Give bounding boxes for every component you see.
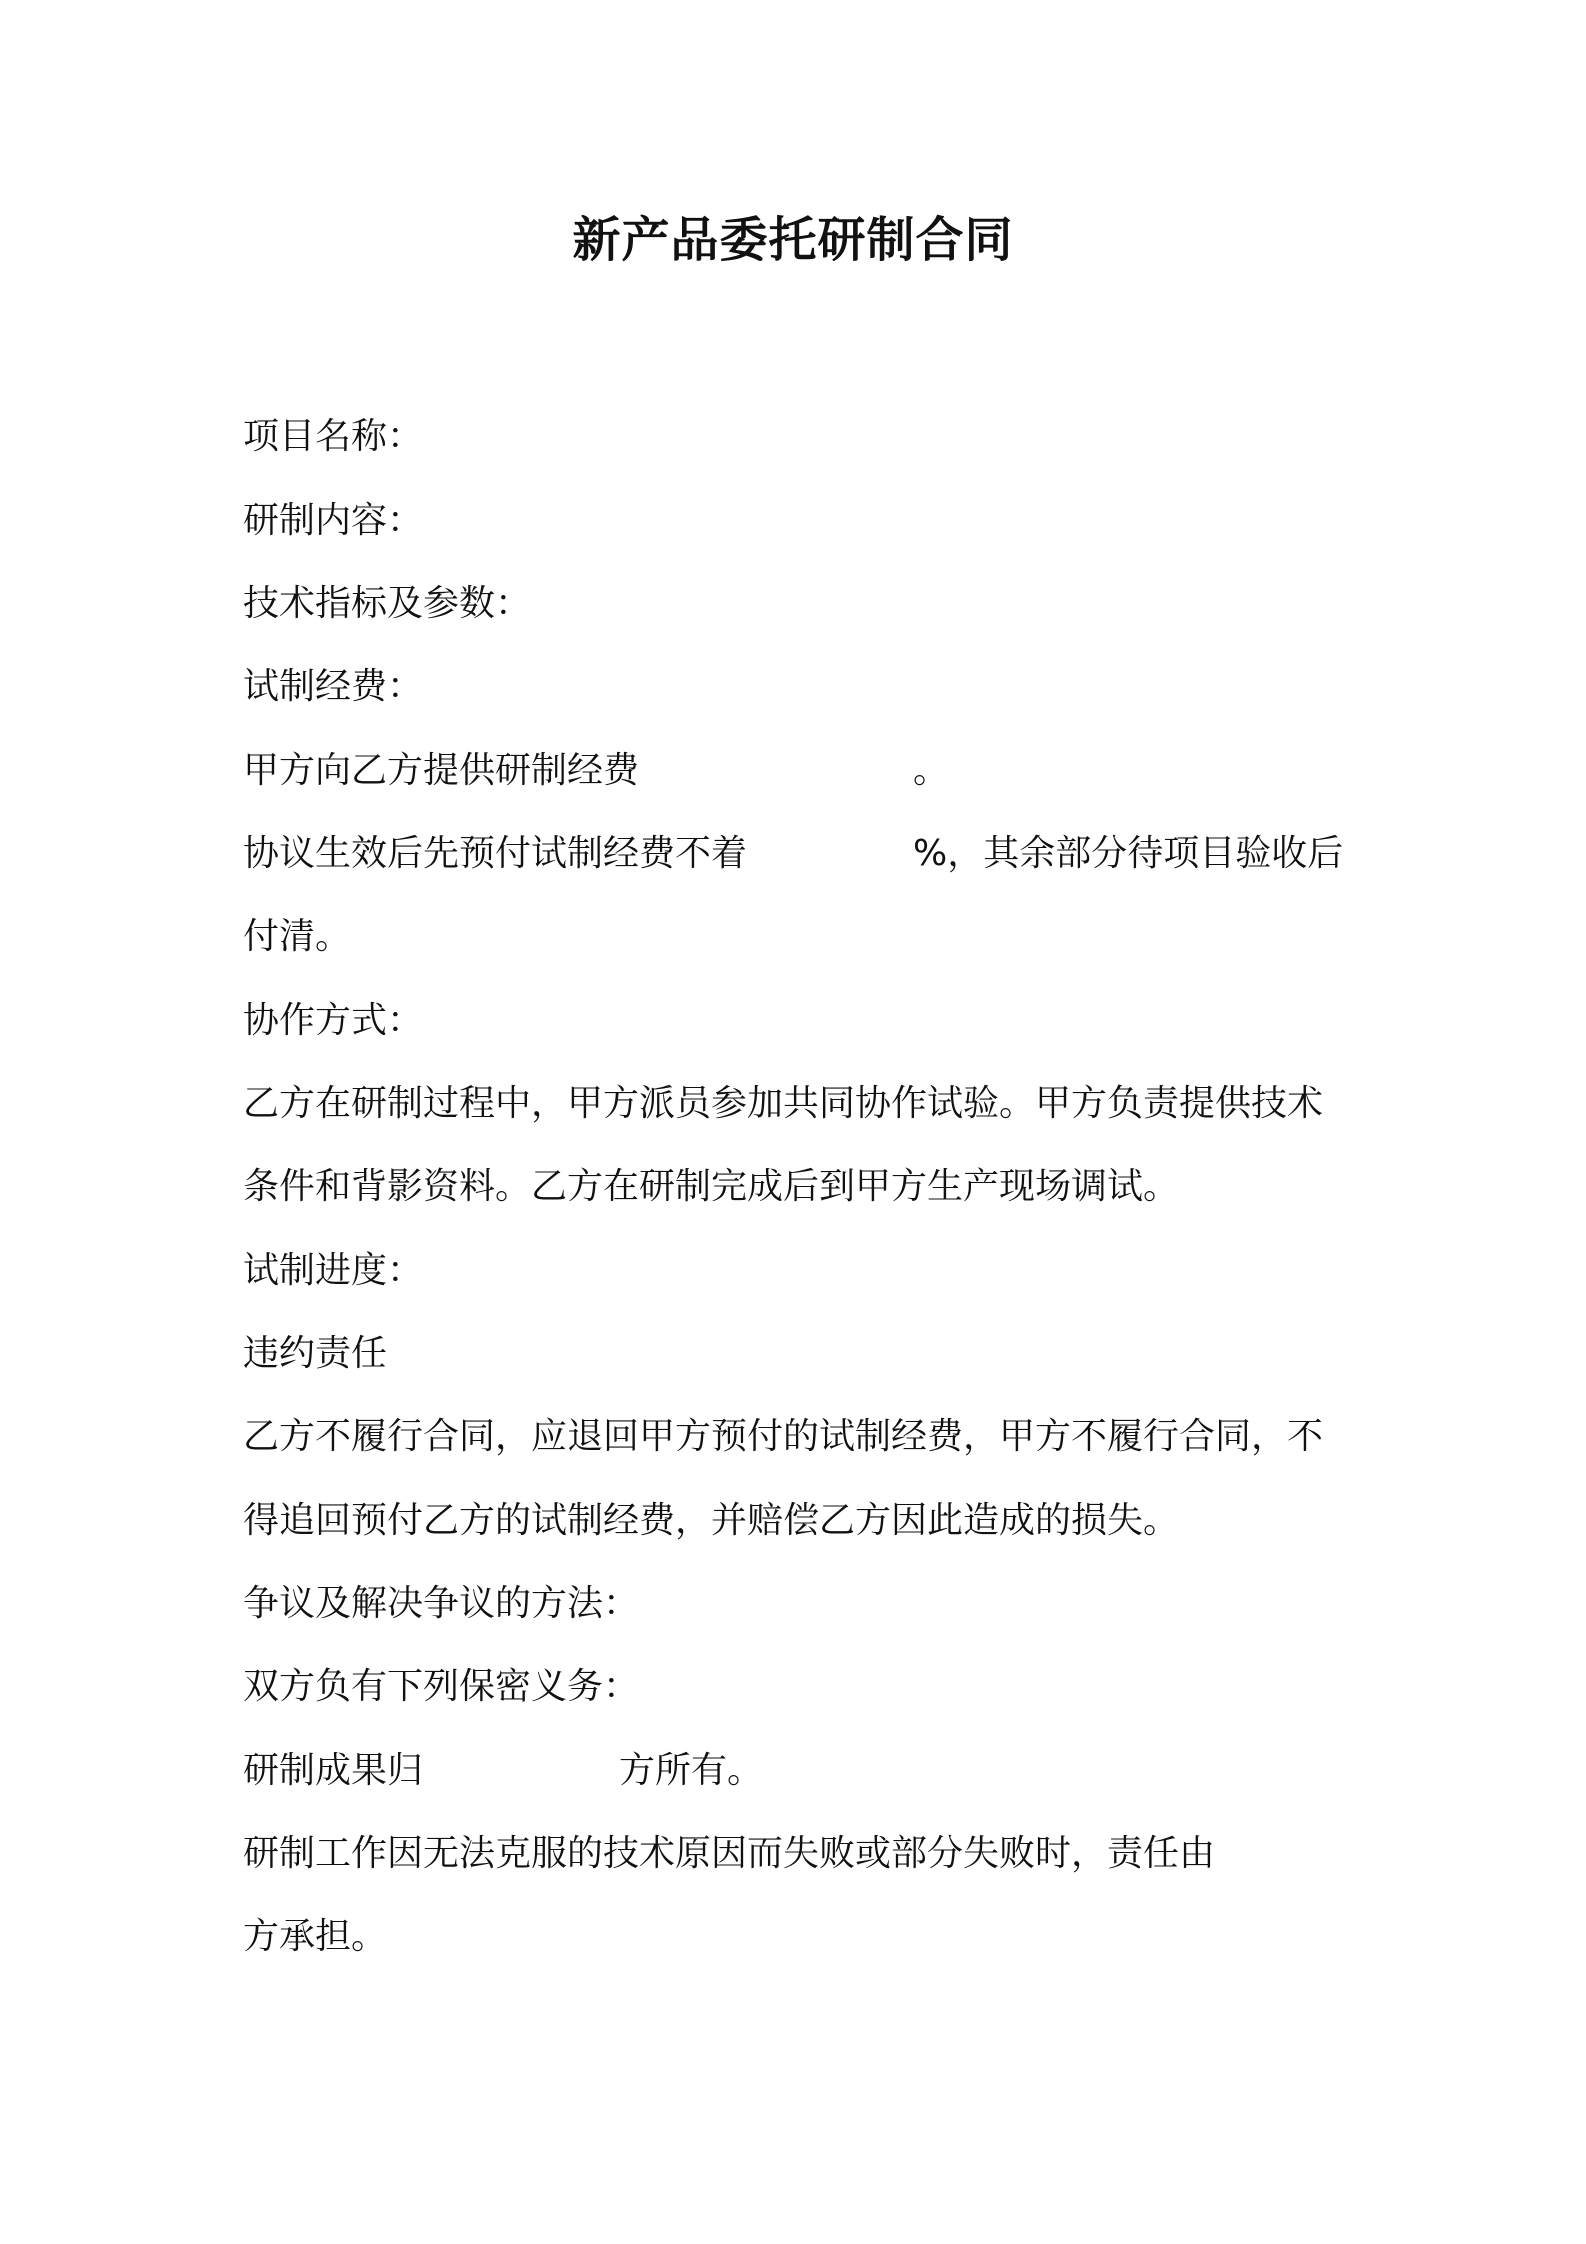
confidentiality-label: 双方负有下列保密义务： xyxy=(243,1666,640,1707)
dispute-label: 争议及解决争议的方法： xyxy=(243,1583,640,1624)
failure-text-line-1: 研制工作因无法克服的技术原因而失败或部分失败时，责任由 xyxy=(243,1833,1216,1874)
cooperation-text-line-2: 条件和背影资料。乙方在研制完成后到甲方生产现场调试。 xyxy=(243,1166,1180,1207)
ownership-text: 研制成果归 xyxy=(243,1750,424,1791)
failure-text-line-2: 方承担。 xyxy=(243,1916,388,1957)
prepay-percent-text: %，其余部分待项目验收后 xyxy=(913,833,1344,874)
tech-params-label: 技术指标及参数： xyxy=(243,583,532,624)
breach-label: 违约责任 xyxy=(243,1333,388,1374)
content-label: 研制内容： xyxy=(243,500,424,541)
ownership-end: 方所有。 xyxy=(619,1750,764,1791)
trial-cost-label: 试制经费： xyxy=(243,666,424,707)
breach-text-line-2: 得追回预付乙方的试制经费，并赔偿乙方因此造成的损失。 xyxy=(243,1500,1180,1541)
breach-text-line-1: 乙方不履行合同，应退回甲方预付的试制经费，甲方不履行合同，不 xyxy=(243,1416,1324,1457)
progress-label: 试制进度： xyxy=(243,1250,424,1291)
document-title: 新产品委托研制合同 xyxy=(572,212,1014,268)
prepay-text: 协议生效后先预付试制经费不着 xyxy=(243,833,748,874)
cooperation-text-line-1: 乙方在研制过程中，甲方派员参加共同协作试验。甲方负责提供技术 xyxy=(243,1083,1324,1124)
cost-provided-end: 。 xyxy=(913,750,950,791)
cost-provided-text: 甲方向乙方提供研制经费 xyxy=(243,750,640,791)
prepay-continuation: 付清。 xyxy=(243,916,352,957)
cooperation-label: 协作方式： xyxy=(243,1000,424,1041)
project-name-label: 项目名称： xyxy=(243,416,424,457)
